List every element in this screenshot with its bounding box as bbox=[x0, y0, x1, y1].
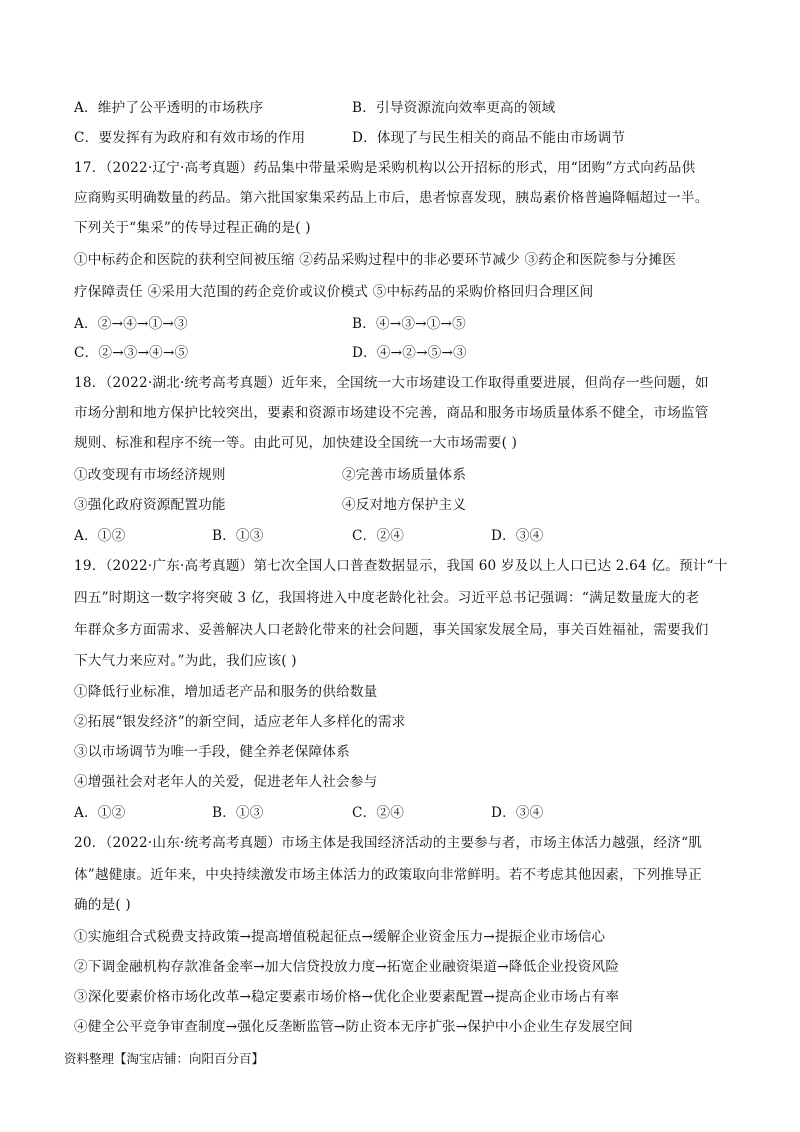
q16-option-d: D．体现了与民生相关的商品不能由市场调节 bbox=[352, 130, 626, 146]
footer-source-note: 资料整理【淘宝店铺：向阳百分百】 bbox=[64, 1051, 265, 1066]
q19-option-d: D．③④ bbox=[491, 805, 544, 821]
q18-option-c: C．②④ bbox=[352, 528, 404, 544]
q19-option-a: A．①② bbox=[74, 805, 126, 821]
q19-stem-line4: 下大气力来应对。”为此，我们应该( ) bbox=[74, 653, 297, 669]
q19-stem-line1: 19．（2022·广东·高考真题）第七次全国人口普查数据显示，我国 60 岁及以上人口已达 2.64 亿。预计“十 bbox=[74, 558, 728, 574]
q18-stem-line2: 市场分割和地方保护比较突出，要素和资源市场建设不完善，商品和服务市场质量体系不健全，市场监管 bbox=[74, 405, 709, 421]
q17-stem-line1: 17．（2022·辽宁·高考真题）药品集中带量采购是采购机构以公开招标的形式，用“团购”方式向药品供 bbox=[74, 160, 696, 176]
q19-stem-line3: 年群众多方面需求、妥善解决人口老龄化带来的社会问题，事关国家发展全局，事关百姓福祉，需要我们 bbox=[74, 622, 709, 638]
q19-stem-line2: 四五”时期这一数字将突破 3 亿，我国将进入中度老龄化社会。习近平总书记强调：“满足数量庞大的老 bbox=[74, 590, 700, 606]
q16-option-b: B．引导资源流向效率更高的领域 bbox=[352, 100, 556, 116]
q19-statement-3: ③以市场调节为唯一手段，健全养老保障体系 bbox=[74, 744, 350, 760]
q16-option-a: A．维护了公平透明的市场秩序 bbox=[74, 100, 264, 116]
q18-statement-3: ③强化政府资源配置功能 bbox=[74, 497, 226, 513]
q18-statement-2: ②完善市场质量体系 bbox=[342, 467, 467, 483]
q18-statement-4: ④反对地方保护主义 bbox=[342, 497, 467, 513]
q20-statement-2: ②下调金融机构存款准备金率→加大信贷投放力度→拓宽企业融资渠道→降低企业投资风险 bbox=[74, 959, 620, 975]
q17-statements-line2: 疗保障责任 ④采用大范围的药企竞价或议价模式 ⑤中标药品的采购价格回归合理区间 bbox=[74, 284, 594, 300]
q17-option-c: C．②→③→④→⑤ bbox=[74, 345, 189, 361]
q19-option-b: B．①③ bbox=[212, 805, 264, 821]
q18-option-d: D．③④ bbox=[491, 528, 544, 544]
q17-statements-line1: ①中标药企和医院的获利空间被压缩 ②药品采购过程中的非必要环节减少 ③药企和医院参与分摊医 bbox=[74, 252, 677, 268]
q18-option-a: A．①② bbox=[74, 528, 126, 544]
q19-statement-4: ④增强社会对老年人的关爱，促进老年人社会参与 bbox=[74, 774, 378, 790]
q17-option-a: A．②→④→①→③ bbox=[74, 316, 188, 332]
q17-option-d: D．④→②→⑤→③ bbox=[352, 345, 467, 361]
q20-statement-1: ①实施组合式税费支持政策→提高增值税起征点→缓解企业资金压力→提振企业市场信心 bbox=[74, 929, 606, 945]
q20-stem-line3: 确的是( ) bbox=[74, 897, 131, 913]
q18-stem-line1: 18．（2022·湖北·统考高考真题）近年来，全国统一大市场建设工作取得重要进展，但尚存一些问题，如 bbox=[74, 375, 709, 391]
q19-option-c: C．②④ bbox=[352, 805, 404, 821]
q17-option-b: B．④→③→①→⑤ bbox=[352, 316, 466, 332]
q16-option-c: C．要发挥有为政府和有效市场的作用 bbox=[74, 130, 306, 146]
q17-stem-line2: 应商购买明确数量的药品。第六批国家集采药品上市后，患者惊喜发现，胰岛素价格普遍降幅超过一半。 bbox=[74, 190, 709, 206]
q20-stem-line2: 体”越健康。近年来，中央持续激发市场主体活力的政策取向非常鲜明。若不考虑其他因素，下列推导正 bbox=[74, 867, 702, 883]
q19-statement-2: ②拓展“银发经济”的新空间，适应老年人多样化的需求 bbox=[74, 714, 406, 730]
q18-option-b: B．①③ bbox=[212, 528, 264, 544]
q19-statement-1: ①降低行业标准，增加适老产品和服务的供给数量 bbox=[74, 684, 378, 700]
q20-statement-4: ④健全公平竞争审查制度→强化反垄断监管→防止资本无序扩张→保护中小企业生存发展空间 bbox=[74, 1019, 633, 1035]
q17-stem-line3: 下列关于“集采”的传导过程正确的是( ) bbox=[74, 220, 311, 236]
q18-statement-1: ①改变现有市场经济规则 bbox=[74, 467, 226, 483]
q20-stem-line1: 20．（2022·山东·统考高考真题）市场主体是我国经济活动的主要参与者，市场主体活力越强，经济“肌 bbox=[74, 835, 703, 851]
q18-stem-line3: 规则、标准和程序不统一等。由此可见，加快建设全国统一大市场需要( ) bbox=[74, 435, 518, 451]
q20-statement-3: ③深化要素价格市场化改革→稳定要素市场价格→优化企业要素配置→提高企业市场占有率 bbox=[74, 989, 620, 1005]
